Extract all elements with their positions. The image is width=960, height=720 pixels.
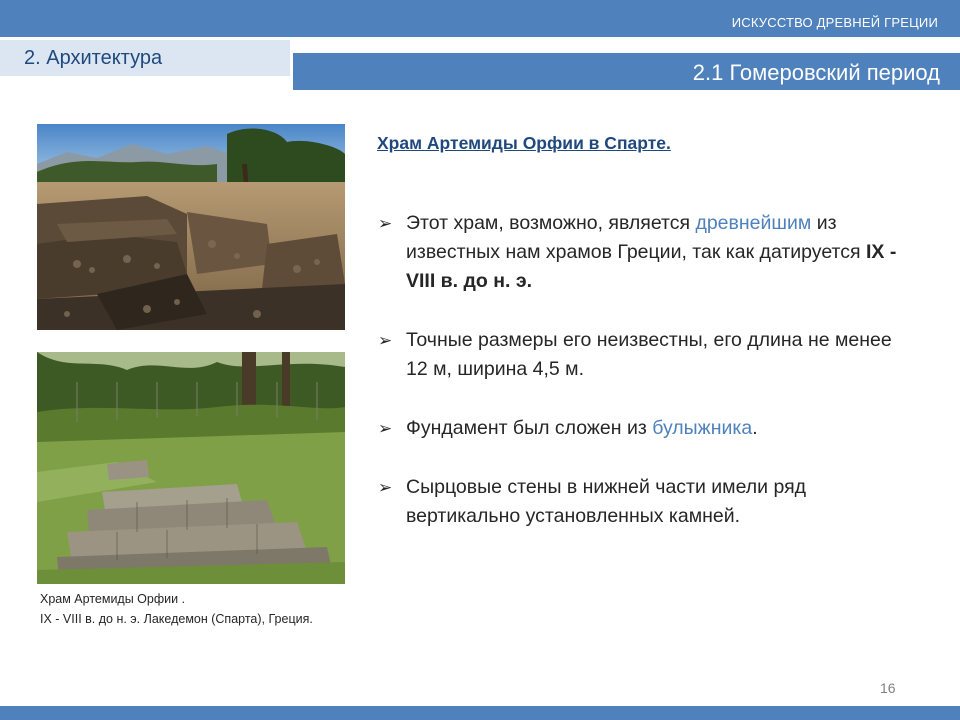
arrow-bullet-icon: ➢ [378,419,393,438]
content-heading: Храм Артемиды Орфии в Спарте. [377,133,671,153]
bullet-text: из известных нам храмов Греции, так как датируется [406,212,866,263]
bottom-bar [0,706,960,720]
presentation-title: ИСКУССТВО ДРЕВНЕЙ ГРЕЦИИ [731,15,938,30]
bullet-text: Этот храм, возможно, является [406,212,696,234]
temple-ruins-photo-1 [37,124,345,330]
section-title: 2. Архитектура [24,47,163,69]
bullet-text: Фундамент был сложен из [406,417,653,439]
photo-caption [40,589,313,629]
page-number: 16 [880,680,896,696]
caption-line-2: IX - VIII в. до н. э. Лакедемон (Спарта), Греция. [40,612,313,626]
bullet-text: Точные размеры его неизвестны, его длина не менее 12 м, ширина 4,5 м. [406,329,892,380]
bullet-highlight: древнейшим [695,212,812,234]
bullet-list [378,209,918,531]
arrow-bullet-icon: ➢ [378,331,393,350]
bullet-date: IX - VIII в. до н. э. [406,241,897,292]
caption-line-1: Храм Артемиды Орфии . [40,592,186,606]
bullet-item [378,414,918,443]
temple-ruins-photo-2 [37,352,345,584]
arrow-bullet-icon: ➢ [378,478,393,497]
arrow-bullet-icon: ➢ [378,214,393,233]
bullet-item [378,209,918,296]
bullet-text: . [752,417,758,439]
bullet-highlight: булыжника [652,417,753,439]
subsection-title: 2.1 Гомеровский период [692,60,940,85]
bullet-item [378,473,918,531]
bullet-item [378,326,918,384]
bullet-text: Сырцовые стены в нижней части имели ряд вертикально установленных камней. [406,476,807,527]
